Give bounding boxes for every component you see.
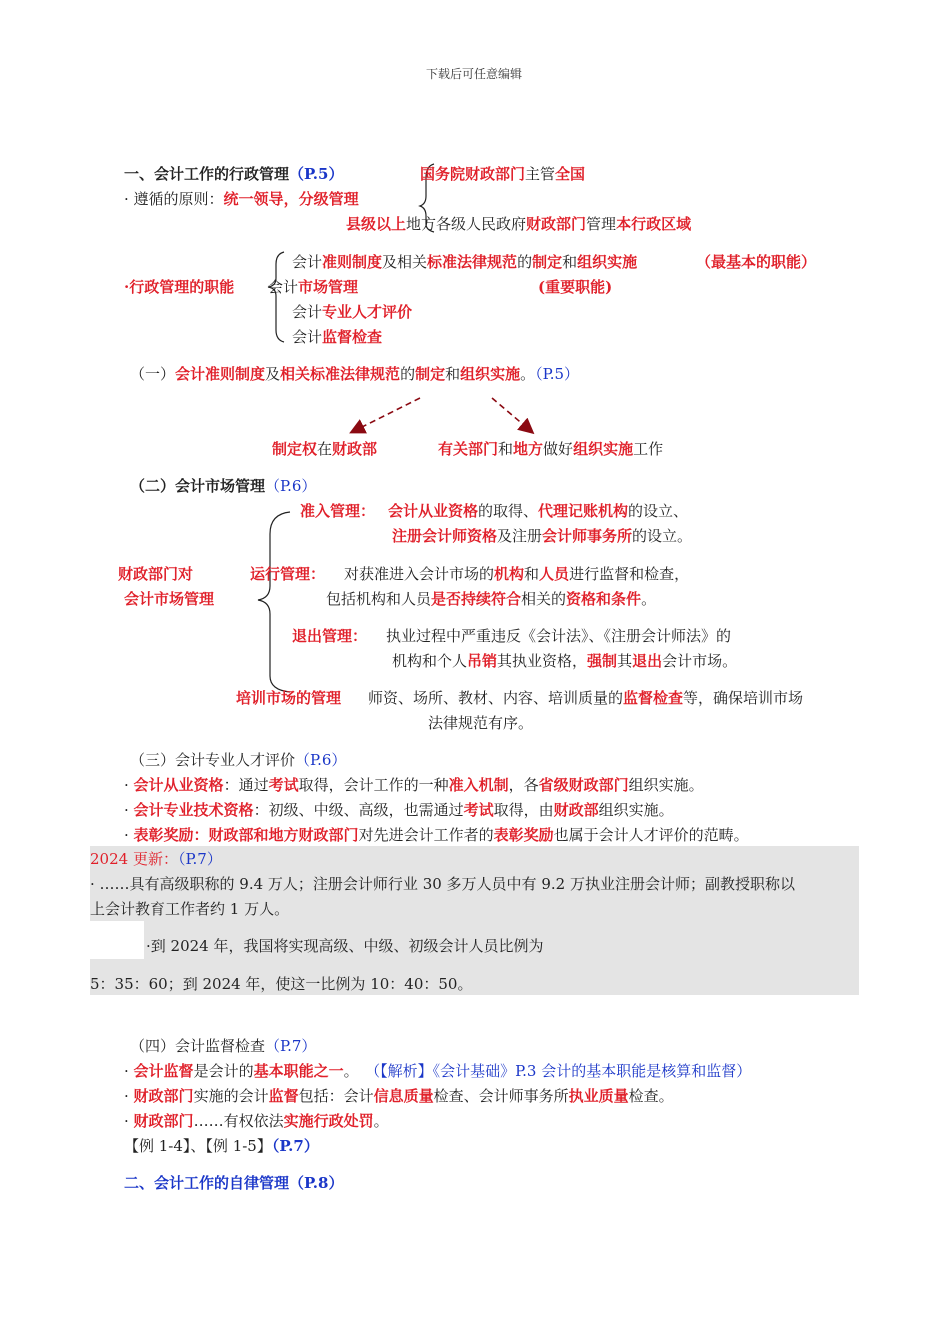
train-line-2: 法律规范有序。	[428, 714, 534, 732]
functions-label: ·行政管理的职能	[124, 278, 235, 296]
update-label: 2024 更新：（P.7）	[90, 850, 222, 868]
update-line-2: 上会计教育工作者约 1 万人。	[90, 900, 290, 918]
arrow-right	[492, 398, 532, 432]
sub3-item-1: · 会计从业资格：通过考试取得，会计工作的一种准入机制，各省级财政部门组织实施。	[124, 776, 704, 794]
exit-line-1: 执业过程中严重违反《会计法》、《注册会计师法》的	[386, 627, 732, 645]
brace-functions	[268, 252, 284, 342]
run-line-2: 包括机构和人员是否持续符合相关的资格和条件。	[326, 590, 657, 608]
central-authority: 国务院财政部门主管全国	[420, 165, 586, 183]
function-4: 会计监督检查	[292, 328, 383, 346]
sub1-line: （一）会计准则制度及相关标准法律规范的制定和组织实施。（P.5）	[130, 365, 580, 383]
function-1: 会计准则制度及相关标准法律规范的制定和组织实施	[292, 253, 638, 271]
sub1-left-branch: 制定权在财政部	[272, 440, 378, 458]
exit-line-2: 机构和个人吊销其执业资格，强制其退出会计市场。	[392, 652, 738, 670]
arrow-left	[352, 398, 420, 432]
exit-label: 退出管理：	[292, 627, 368, 645]
header-note: 下载后可任意编辑	[426, 67, 523, 81]
brace-market	[258, 512, 290, 692]
train-line-1: 师资、场所、教材、内容、培训质量的监督检查等，确保培训市场	[368, 689, 804, 707]
sub4-examples: 【例 1-4】、【例 1-5】（P.7）	[124, 1137, 319, 1155]
sub4-item-3: · 财政部门……有权依法实施行政处罚。	[124, 1112, 389, 1130]
principle-line: · 遵循的原则：统一领导，分级管理	[124, 190, 359, 208]
sub1-right-branch: 有关部门和地方做好组织实施工作	[438, 440, 664, 458]
run-line-1: 对获准进入会计市场的机构和人员进行监督和检查，	[344, 565, 690, 583]
run-label: 运行管理：	[250, 565, 326, 583]
sec2-title: 二、会计工作的自律管理（P.8）	[124, 1174, 344, 1192]
sec1-title: 一、会计工作的行政管理（P.5）	[124, 165, 344, 183]
market-label-2: 会计市场管理	[124, 590, 215, 608]
entry-line-1: 会计从业资格的取得、代理记账机构的设立、	[388, 502, 689, 520]
function-2-note: (重要职能)	[538, 278, 613, 296]
entry-label: 准入管理：	[300, 502, 376, 520]
sub4-title: （四）会计监督检查（P.7）	[130, 1037, 317, 1055]
local-authority: 县级以上地方各级人民政府财政部门管理本行政区域	[346, 215, 692, 233]
update-line-1: · ……具有高级职称的 9.4 万人；注册会计师行业 30 多万人员中有 9.2 万执业注册会计师；副教授职称以	[90, 875, 795, 893]
entry-line-2: 注册会计师资格及注册会计师事务所的设立。	[392, 527, 693, 545]
update-line-4: 5：35：60；到 2024 年，使这一比例为 10：40：50。	[90, 975, 473, 993]
sub4-item-1: · 会计监督是会计的基本职能之一。 （【解析】《会计基础》P.3 会计的基本职能是核算和监督）	[124, 1062, 752, 1080]
sub3-title: （三）会计专业人才评价（P.6）	[130, 751, 347, 769]
function-1-note: （最基本的职能）	[696, 253, 817, 271]
sub4-item-2: · 财政部门实施的会计监督包括：会计信息质量检查、会计师事务所执业质量检查。	[124, 1087, 674, 1105]
sub3-item-3: · 表彰奖励：财政部和地方财政部门对先进会计工作者的表彰奖励也属于会计人才评价的范畴。	[124, 826, 749, 844]
sub3-item-2: · 会计专业技术资格：初级、中级、高级，也需通过考试取得，由财政部组织实施。	[124, 801, 674, 819]
function-2: 会计市场管理	[268, 278, 359, 296]
update-line-3: ·到 2024 年，我国将实现高级、中级、初级会计人员比例为	[146, 937, 544, 955]
train-label: 培训市场的管理	[236, 689, 342, 707]
function-3: 会计专业人才评价	[292, 303, 413, 321]
market-label-1: 财政部门对	[118, 565, 194, 583]
sub2-title: （二）会计市场管理（P.6）	[130, 477, 317, 495]
